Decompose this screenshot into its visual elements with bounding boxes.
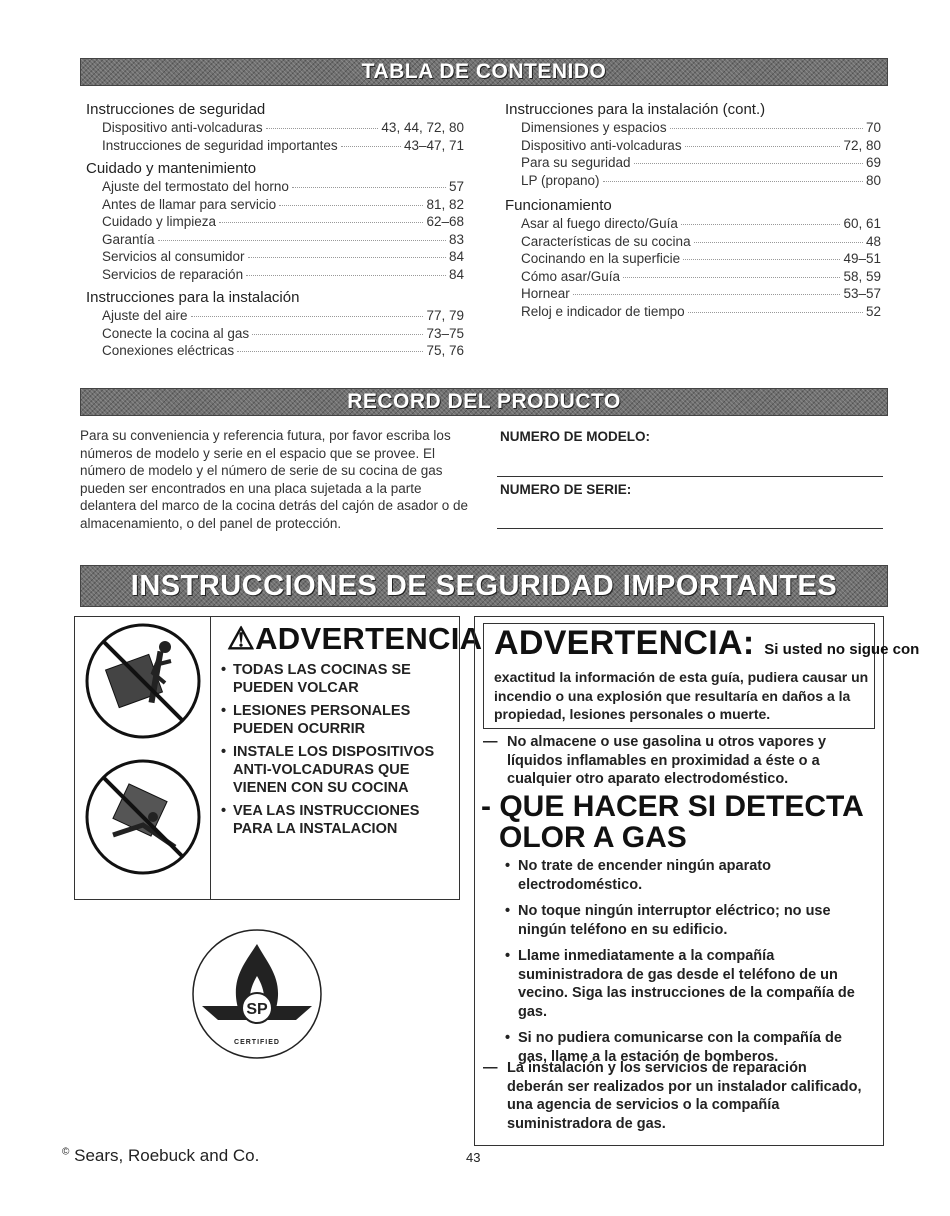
toc-entry-label: Reloj e indicador de tiempo xyxy=(521,303,685,319)
toc-entry[interactable] xyxy=(86,266,464,284)
toc-entry-pages: 83 xyxy=(448,231,464,247)
toc-entry[interactable] xyxy=(86,119,464,137)
dash-marker: — xyxy=(483,1060,498,1076)
toc-entry[interactable] xyxy=(505,137,881,155)
toc-entry[interactable] xyxy=(505,268,881,286)
toc-entry-leader xyxy=(292,187,446,188)
toc-entry-pages: 73–75 xyxy=(426,325,464,341)
flammable-storage-warning xyxy=(483,733,863,789)
toc-entry[interactable] xyxy=(86,213,464,231)
serial-number-line[interactable] xyxy=(497,528,883,529)
toc-entry-pages: 84 xyxy=(448,266,464,282)
toc-entry-label: Características de su cocina xyxy=(521,233,691,249)
toc-entry[interactable] xyxy=(86,248,464,266)
gas-warning-box xyxy=(474,616,920,1146)
toc-entry-leader xyxy=(158,240,446,241)
toc-entry-leader xyxy=(341,146,401,147)
toc-right-column xyxy=(505,98,881,320)
toc-entry[interactable] xyxy=(86,231,464,249)
toc-entry[interactable] xyxy=(86,196,464,214)
gas-smell-heading-line2: OLOR A GAS xyxy=(499,821,687,854)
installation-service-note xyxy=(483,1059,863,1133)
toc-entry[interactable] xyxy=(505,303,881,321)
toc-entry-label: Ajuste del aire xyxy=(102,308,188,323)
toc-entry-label: Instrucciones de seguridad importantes xyxy=(102,137,338,153)
tip-over-warning-item: • TODAS LAS COCINAS SE PUEDEN VOLCAR xyxy=(221,661,453,697)
safety-banner xyxy=(80,565,888,607)
toc-entry-pages: 52 xyxy=(865,303,881,319)
csa-certified-seal xyxy=(192,926,322,1062)
gas-warning-body: exactitud la información de esta guía, pudiera causar un incendio o una explosión que resultaría en daños a la propiedad, lesiones personales o muerte. xyxy=(494,669,869,722)
toc-entry[interactable] xyxy=(505,233,881,251)
svg-text:SP: SP xyxy=(246,1001,268,1018)
toc-entry-pages: 84 xyxy=(448,249,464,264)
dash-marker: — xyxy=(483,734,498,750)
toc-entry-label: Para su seguridad xyxy=(521,155,631,170)
toc-entry-leader xyxy=(683,259,840,260)
installation-service-text: La instalación y los servicios de reparación deberán ser realizados por un instalador calificado, una agencia de servicios o la compañía suministradora de gas. xyxy=(507,1060,862,1132)
gas-smell-instruction-item: • Llame inmediatamente a la compañía suministradora de gas desde el teléfono de un vecino. Siga las instrucciones de la compañía de gas. xyxy=(505,947,865,1021)
tip-over-warning-box xyxy=(74,616,483,900)
toc-entry-leader xyxy=(246,275,446,276)
toc-section-title xyxy=(86,101,464,119)
gas-smell-instruction-item: • No toque ningún interruptor eléctrico; no use ningún teléfono en su edificio. xyxy=(505,902,865,939)
toc-entry-pages: 70 xyxy=(865,120,881,135)
gas-warning-heading xyxy=(494,624,919,663)
toc-entry-leader xyxy=(219,222,423,223)
gas-smell-instruction-item: • No trate de encender ningún aparato electrodoméstico. xyxy=(505,857,865,894)
record-instructions: Para su conveniencia y referencia futura, por favor escriba los números de modelo y serie en el espacio que se provee. El número de modelo y el número de serie de su cocina de gas pueden ser encontrados en una placa sujetada a la parte delantera del marco de la cocina detrás del cajón de asador o de almacenamiento, o del panel de protección. xyxy=(80,428,468,531)
toc-entry[interactable] xyxy=(86,325,464,343)
toc-entry-pages: 48 xyxy=(865,233,881,249)
toc-entry-pages: 43–47, 71 xyxy=(403,137,464,153)
toc-entry-label: Cómo asar/Guía xyxy=(521,268,621,284)
toc-entry-pages: 58, 59 xyxy=(843,268,881,284)
toc-entry[interactable] xyxy=(505,250,881,268)
toc-entry-pages: 57 xyxy=(448,179,464,194)
toc-entry-leader xyxy=(603,181,863,182)
toc-entry-label: Cocinando en la superficie xyxy=(521,251,681,266)
toc-entry-leader xyxy=(623,277,840,278)
toc-entry-leader xyxy=(694,242,863,243)
toc-entry-pages: 49–51 xyxy=(843,251,881,266)
model-number-label: NUMERO DE MODELO: xyxy=(500,429,650,444)
toc-section-title xyxy=(505,197,881,215)
tip-over-warning-item: • LESIONES PERSONALES PUEDEN OCURRIR xyxy=(221,702,453,738)
toc-entry-label: Dispositivo anti-volcaduras xyxy=(102,120,263,135)
toc-entry[interactable] xyxy=(86,137,464,155)
toc-entry-label: LP (propano) xyxy=(521,172,600,188)
toc-entry-pages: 81, 82 xyxy=(426,196,464,212)
toc-entry-leader xyxy=(685,146,841,147)
tip-over-warning-item: • VEA LAS INSTRUCCIONES PARA LA INSTALACION xyxy=(221,802,453,838)
dash-marker: - xyxy=(481,790,491,823)
toc-section-title-text: Cuidado y mantenimiento xyxy=(86,160,257,177)
safety-banner-title: INSTRUCCIONES DE SEGURIDAD IMPORTANTES xyxy=(130,570,838,602)
model-number-line[interactable] xyxy=(497,476,883,477)
toc-entry-pages: 62–68 xyxy=(426,214,464,229)
toc-entry-label: Servicios de reparación xyxy=(102,266,244,282)
toc-entry-leader xyxy=(688,312,863,313)
toc-entry[interactable] xyxy=(86,178,464,196)
toc-entry[interactable] xyxy=(86,307,464,325)
toc-entry-label: Antes de llamar para servicio xyxy=(102,196,277,212)
toc-entry-label: Ajuste del termostato del horno xyxy=(102,179,289,194)
toc-entry-label: Asar al fuego directo/Guía xyxy=(521,216,678,231)
toc-entry-pages: 72, 80 xyxy=(843,137,881,153)
toc-entry-pages: 53–57 xyxy=(843,286,881,301)
toc-section-title xyxy=(505,101,881,119)
toc-entry[interactable] xyxy=(505,154,881,172)
warning-box-divider xyxy=(210,617,211,899)
flammable-storage-text: No almacene o use gasolina u otros vapores y líquidos inflamables en proximidad a éste o a cualquier otro aparato electrodoméstico. xyxy=(507,734,827,787)
toc-entry-leader xyxy=(279,205,423,206)
toc-banner xyxy=(80,58,888,86)
toc-entry-label: Garantía xyxy=(102,231,155,247)
toc-entry-pages: 80 xyxy=(865,172,881,188)
toc-entry-leader xyxy=(573,294,841,295)
gas-smell-heading xyxy=(481,791,864,853)
toc-entry[interactable] xyxy=(505,119,881,137)
toc-entry-pages: 43, 44, 72, 80 xyxy=(381,120,464,135)
toc-entry[interactable] xyxy=(86,342,464,360)
range-tipping-prohibited-icon xyxy=(83,621,203,741)
toc-entry-leader xyxy=(634,163,863,164)
copyright-symbol: © xyxy=(62,1146,70,1158)
page-number: 43 xyxy=(466,1150,481,1165)
range-falling-prohibited-icon xyxy=(83,757,203,877)
toc-entry[interactable] xyxy=(505,285,881,303)
gas-warning-heading-text: ADVERTENCIA: xyxy=(494,624,755,662)
gas-smell-instruction-item: • Si no pudiera comunicarse con la compañía de gas, llame a la estación de bomberos. xyxy=(505,1029,865,1066)
toc-entry-label: Conecte la cocina al gas xyxy=(102,325,250,341)
toc-entry-label: Dispositivo anti-volcaduras xyxy=(521,137,682,153)
toc-entry-leader xyxy=(681,224,841,225)
toc-section-title xyxy=(86,289,464,307)
toc-entry-pages: 60, 61 xyxy=(843,216,881,231)
toc-entry[interactable] xyxy=(505,172,881,190)
gas-warning-heading-tail: Si usted no sigue con xyxy=(764,641,920,658)
record-banner-title: RECORD DEL PRODUCTO xyxy=(347,390,621,413)
toc-entry-label: Conexiones eléctricas xyxy=(102,343,235,358)
toc-banner-title: TABLA DE CONTENIDO xyxy=(361,60,607,83)
toc-entry-leader xyxy=(266,128,379,129)
tip-over-warning-item: • INSTALE LOS DISPOSITIVOS ANTI-VOLCADURAS QUE VIENEN CON SU COCINA xyxy=(221,743,453,797)
toc-entry-leader xyxy=(191,316,424,317)
toc-section-title-text: Instrucciones para la instalación xyxy=(86,289,300,306)
toc-entry-pages: 75, 76 xyxy=(426,343,464,358)
copyright-notice xyxy=(62,1146,259,1166)
toc-entry-leader xyxy=(248,257,446,258)
warning-heading xyxy=(227,621,482,657)
toc-entry-label: Dimensiones y espacios xyxy=(521,120,667,135)
toc-entry-label: Cuidado y limpieza xyxy=(102,214,217,229)
gas-smell-heading-line1: QUE HACER SI DETECTA xyxy=(499,790,864,823)
svg-text:CERTIFIED: CERTIFIED xyxy=(234,1039,280,1046)
record-banner xyxy=(80,388,888,416)
serial-number-label: NUMERO DE SERIE: xyxy=(500,482,632,497)
toc-section-title-text: Instrucciones para la instalación xyxy=(505,101,719,118)
warning-heading-text: ADVERTENCIA xyxy=(255,621,483,656)
toc-section-title-text: Instrucciones de seguridad xyxy=(86,101,266,118)
warning-triangle-icon: ⚠ xyxy=(227,621,256,656)
toc-entry-leader xyxy=(670,128,863,129)
tip-over-warning-list xyxy=(221,661,453,843)
toc-section-title-text: Funcionamiento xyxy=(505,197,612,214)
copyright-text: Sears, Roebuck and Co. xyxy=(74,1146,260,1165)
gas-smell-instructions xyxy=(505,857,865,1074)
toc-section-title xyxy=(86,160,464,178)
toc-left-column xyxy=(86,98,464,360)
toc-entry-leader xyxy=(252,334,423,335)
toc-entry-leader xyxy=(237,351,423,352)
toc-entry-pages: 69 xyxy=(865,155,881,170)
explosion-warning-box xyxy=(483,623,920,729)
toc-entry-pages: 77, 79 xyxy=(426,308,464,323)
toc-section-title-suffix: (cont.) xyxy=(722,101,766,118)
toc-entry-label: Servicios al consumidor xyxy=(102,249,245,264)
toc-entry[interactable] xyxy=(505,215,881,233)
toc-entry-label: Hornear xyxy=(521,286,570,301)
